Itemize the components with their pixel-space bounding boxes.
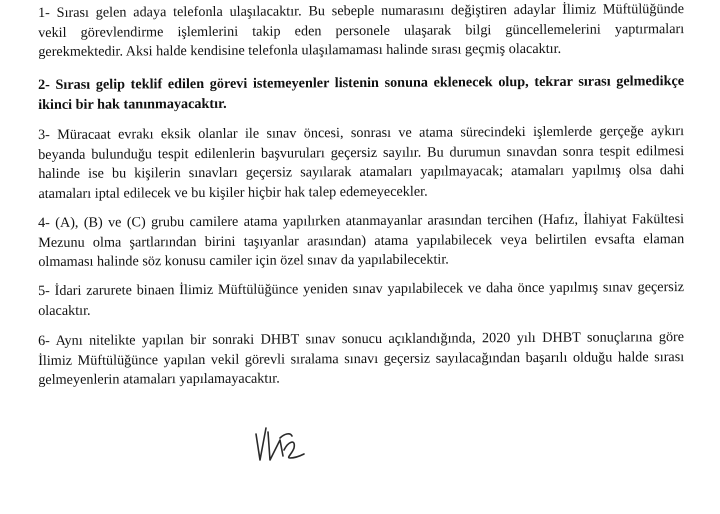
paragraph-line: vekil görevlendirme işlemlerini takip eden personele ulaşarak bilgi güncellemelerini yaptırmaları: [38, 20, 685, 41]
paragraph-line: gelmeyenlerin atamaları yapılamayacaktır.: [38, 370, 280, 388]
paragraph-line: halinde ise bu kişilerin sınavları geçersiz sayılarak atamaları yapılmayacak; atamaları yapılmış olsa dahi: [38, 162, 685, 182]
paragraph-5: [38, 278, 684, 321]
paragraph-2: [38, 72, 684, 115]
paragraph-line: olmaması halinde söz konusu camiler için özel sınav da yapılabilecektir.: [38, 251, 449, 270]
paragraph-4: [38, 210, 684, 272]
paragraph-6: [38, 328, 684, 390]
paragraph-line: olacaktır.: [38, 302, 91, 319]
paragraph-3: [38, 122, 684, 204]
paragraph-line: atamaları iptal edilecek ve bu kişiler hiçbir hak talep edemeyecekler.: [38, 183, 428, 202]
paragraph-line: 5- İdari zarurete binaen İlimiz Müftülüğünce yeniden sınav yapılabilecek ve daha önce yapılmış sınav geçersiz: [38, 279, 685, 299]
paragraph-line: Mezunu olma şartlarından birini taşıyanlar arasından) atama yapılabilecek veya belirtilen evsafta elaman: [38, 230, 685, 251]
paragraph-line: 3- Müracaat evrakı eksik olanlar ile sınav öncesi, sonrası ve atama sürecindeki işlemlerde gerçeğe aykırı: [38, 123, 685, 143]
paragraph-line: İlimiz Müftülüğünce yapılan vekil görevli sıralama sınavı geçersiz sayılacağından başarılı olduğu halde sırası: [38, 348, 685, 369]
signature-icon: [250, 420, 310, 464]
paragraph-line: 2- Sırası gelip teklif edilen görevi istemeyenler listenin sonuna eklenecek olup, tekrar sırası gelmedikçe: [38, 73, 685, 93]
paragraph-line: 1- Sırası gelen adaya telefonla ulaşılacaktır. Bu sebeple numarasını değiştiren adaylar İlimiz Müftülüğünde: [38, 1, 685, 21]
paragraph-line: beyanda bulunduğu tespit edilenlerin başvuruları geçersiz sayılır. Bu durumun sınavdan sonra tespit edilmesi: [38, 142, 685, 163]
paragraph-line: 4- (A), (B) ve (C) grubu camilere atama yapılırken atanmayanlar arasından tercihen (Hafız, İlahiyat Fakültesi: [38, 211, 685, 231]
paragraph-line: 6- Aynı nitelikte yapılan bir sonraki DHBT sınav sonucu açıklandığında, 2020 yılı DHBT sonuçlarına göre: [38, 329, 685, 349]
paragraph-1: [38, 0, 684, 62]
paragraph-line: gerekmektedir. Aksi halde kendisine telefonla ulaşılamaması halinde sırası geçmiş olacaktır.: [38, 40, 562, 60]
paragraph-line: ikinci bir hak tanınmayacaktır.: [38, 95, 227, 113]
